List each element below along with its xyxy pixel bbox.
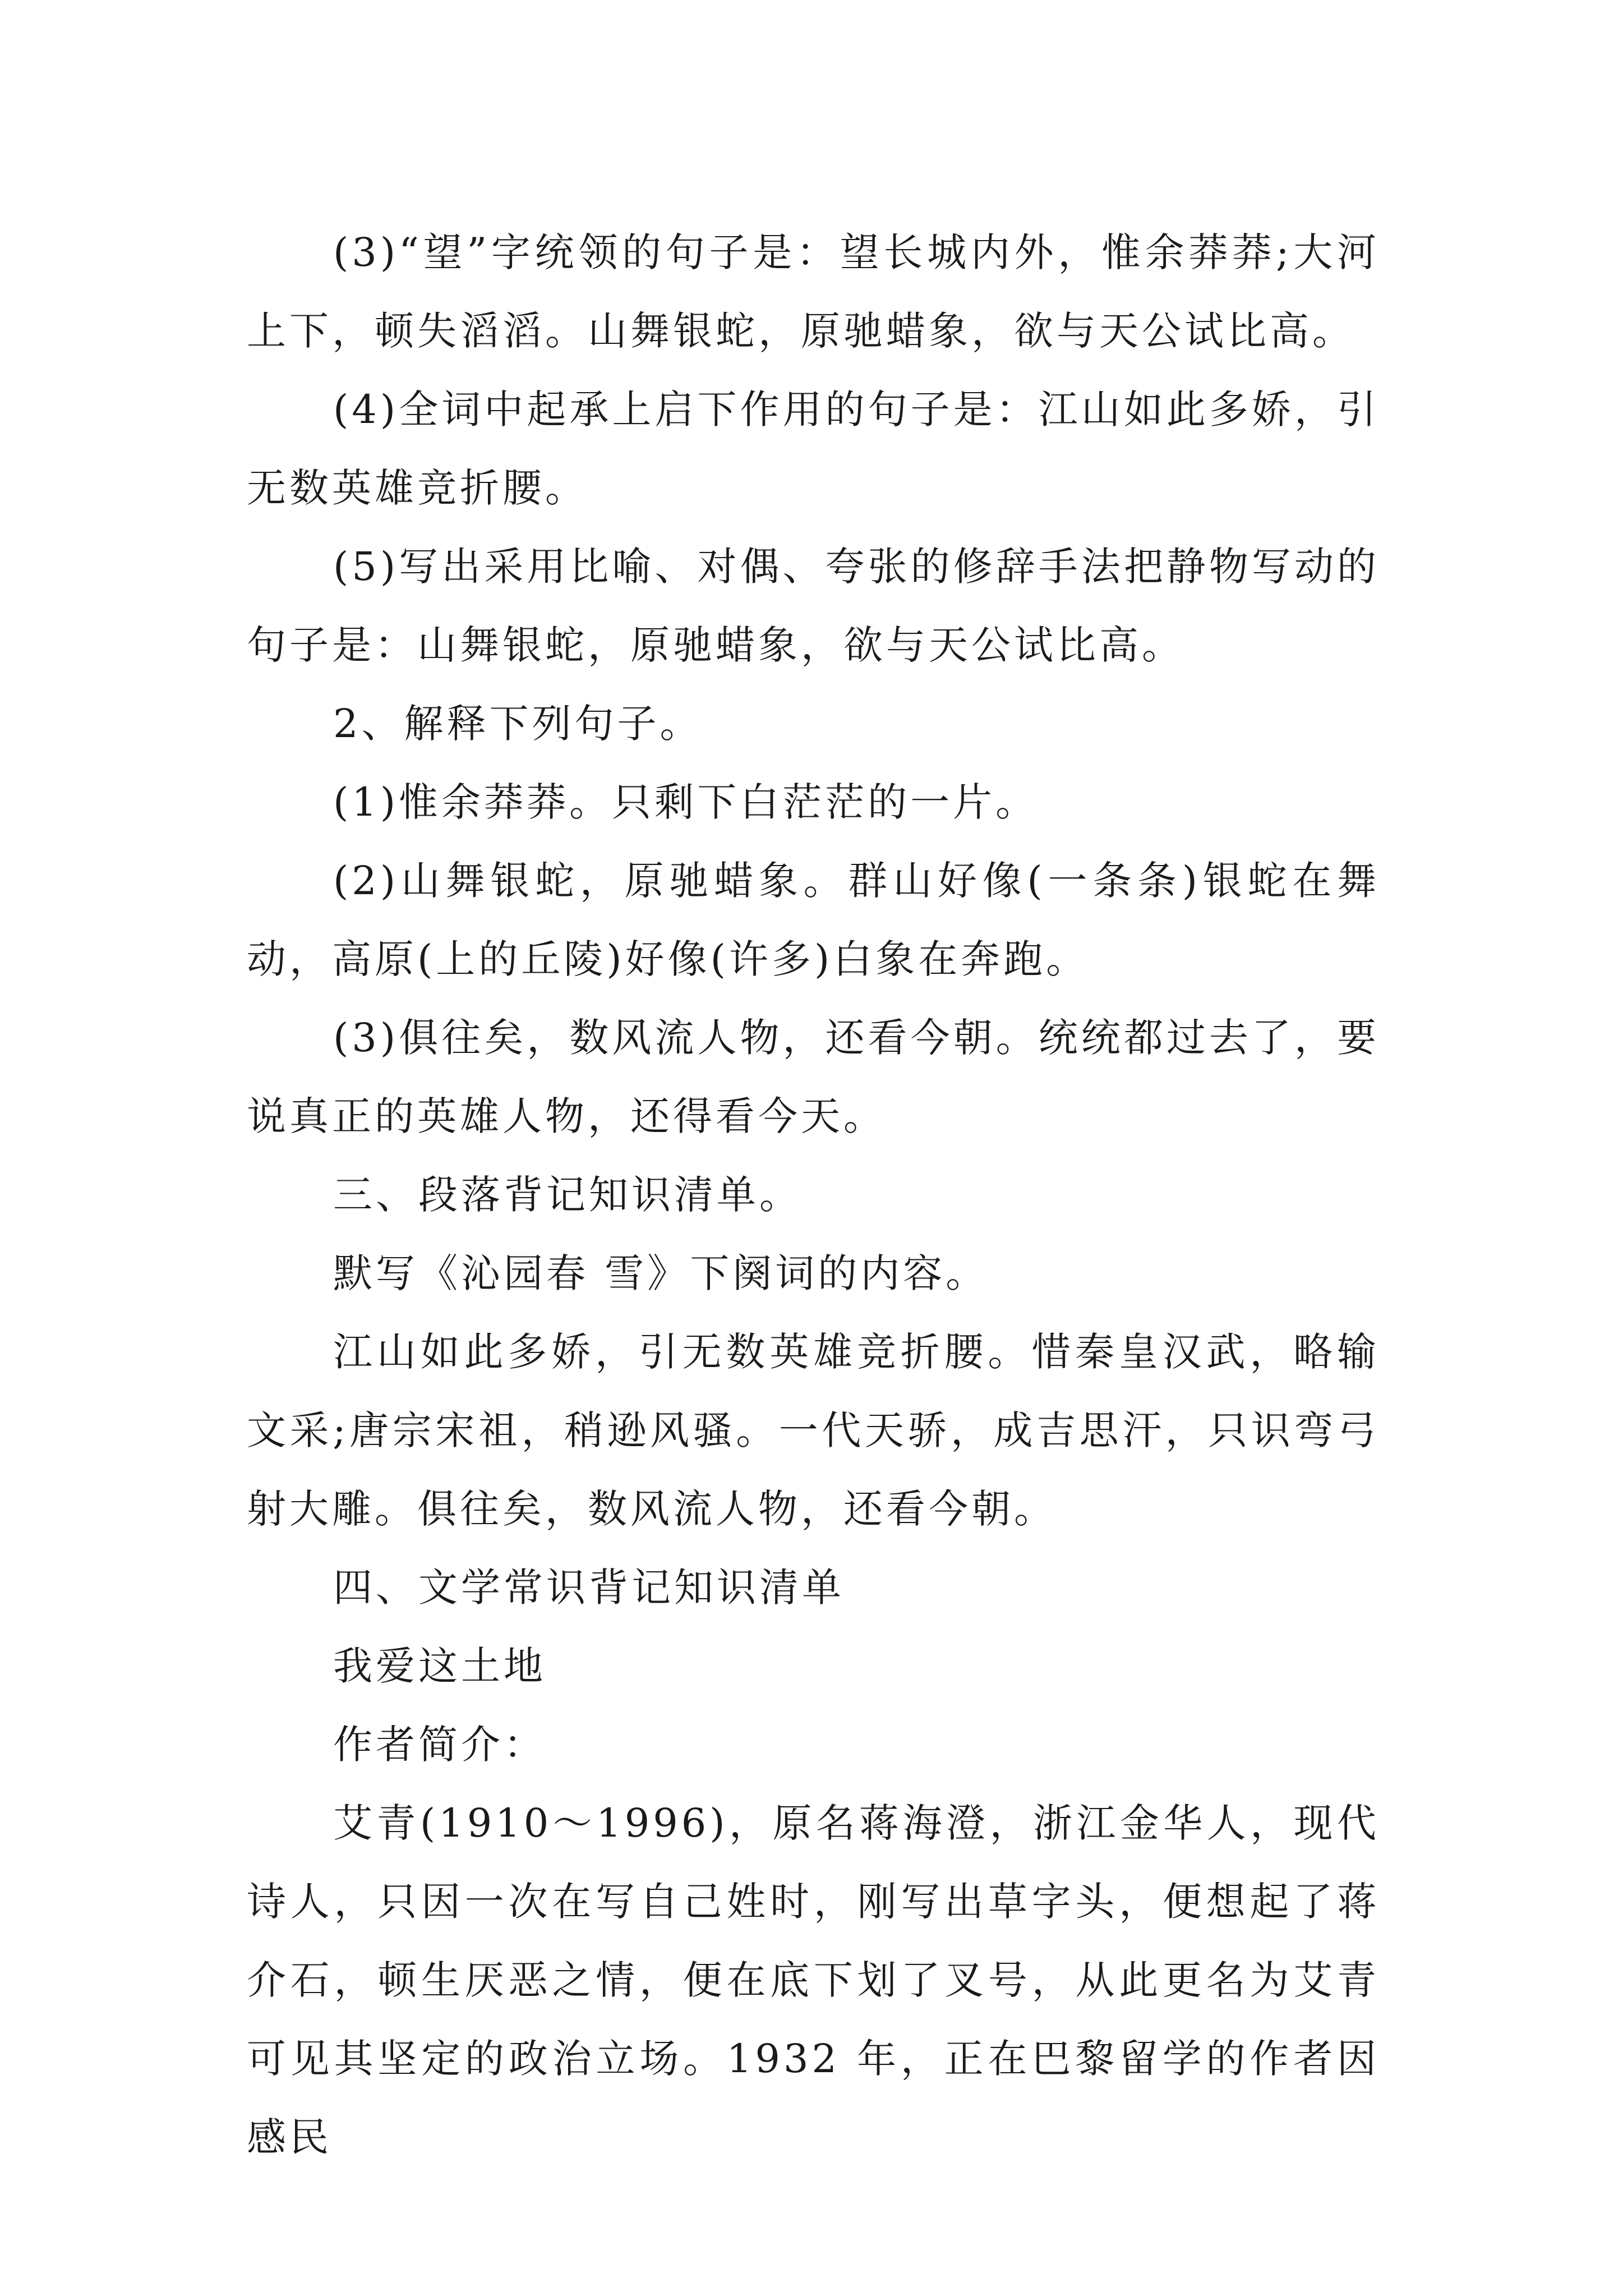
paragraph-q4-transition: (4)全词中起承上启下作用的句子是：江山如此多娇，引无数英雄竞折腰。 (247, 386, 1380, 511)
section-heading-recite: 三、段落背记知识清单。 (333, 1172, 802, 1218)
paragraph-poem-title: 我爱这土地 (333, 1643, 546, 1689)
paragraph-explain-1: (1)惟余莽莽。只剩下白茫茫的一片。 (333, 779, 1039, 825)
section-heading-literature: 四、文学常识背记知识清单 (333, 1565, 845, 1611)
document-body (247, 213, 1380, 2177)
paragraph-poem-text: 江山如此多娇，引无数英雄竞折腰。惜秦皇汉武，略输文采;唐宗宋祖，稍逊风骚。一代天骄，成吉思汗，只识弯弓射大雕。俱往矣，数风流人物，还看今朝。 (247, 1329, 1380, 1532)
paragraph-recite-instruction: 默写《沁园春 雪》下阕词的内容。 (333, 1250, 989, 1296)
paragraph-author-bio: 艾青(1910～1996)，原名蒋海澄，浙江金华人，现代诗人，只因一次在写自己姓时，刚写出草字头，便想起了蒋介石，顿生厌恶之情，便在底下划了叉号，从此更名为艾青可见其坚定的政治立场。1932 年，正在巴黎留学的作者因感民 (247, 1800, 1380, 2160)
paragraph-author-label: 作者简介： (333, 1722, 546, 1768)
paragraph-q5-rhetoric: (5)写出采用比喻、对偶、夸张的修辞手法把静物写动的句子是：山舞银蛇，原驰蜡象，欲与天公试比高。 (247, 544, 1380, 668)
paragraph-q3-wang: (3)“望”字统领的句子是：望长城内外，惟余莽莽;大河上下，顿失滔滔。山舞银蛇，原驰蜡象，欲与天公试比高。 (247, 229, 1380, 354)
paragraph-explain-2: (2)山舞银蛇，原驰蜡象。群山好像(一条条)银蛇在舞动，高原(上的丘陵)好像(许多)白象在奔跑。 (247, 858, 1380, 982)
section-heading-explain: 2、解释下列句子。 (333, 701, 703, 747)
paragraph-explain-3: (3)俱往矣，数风流人物，还看今朝。统统都过去了，要说真正的英雄人物，还得看今天。 (247, 1015, 1380, 1139)
